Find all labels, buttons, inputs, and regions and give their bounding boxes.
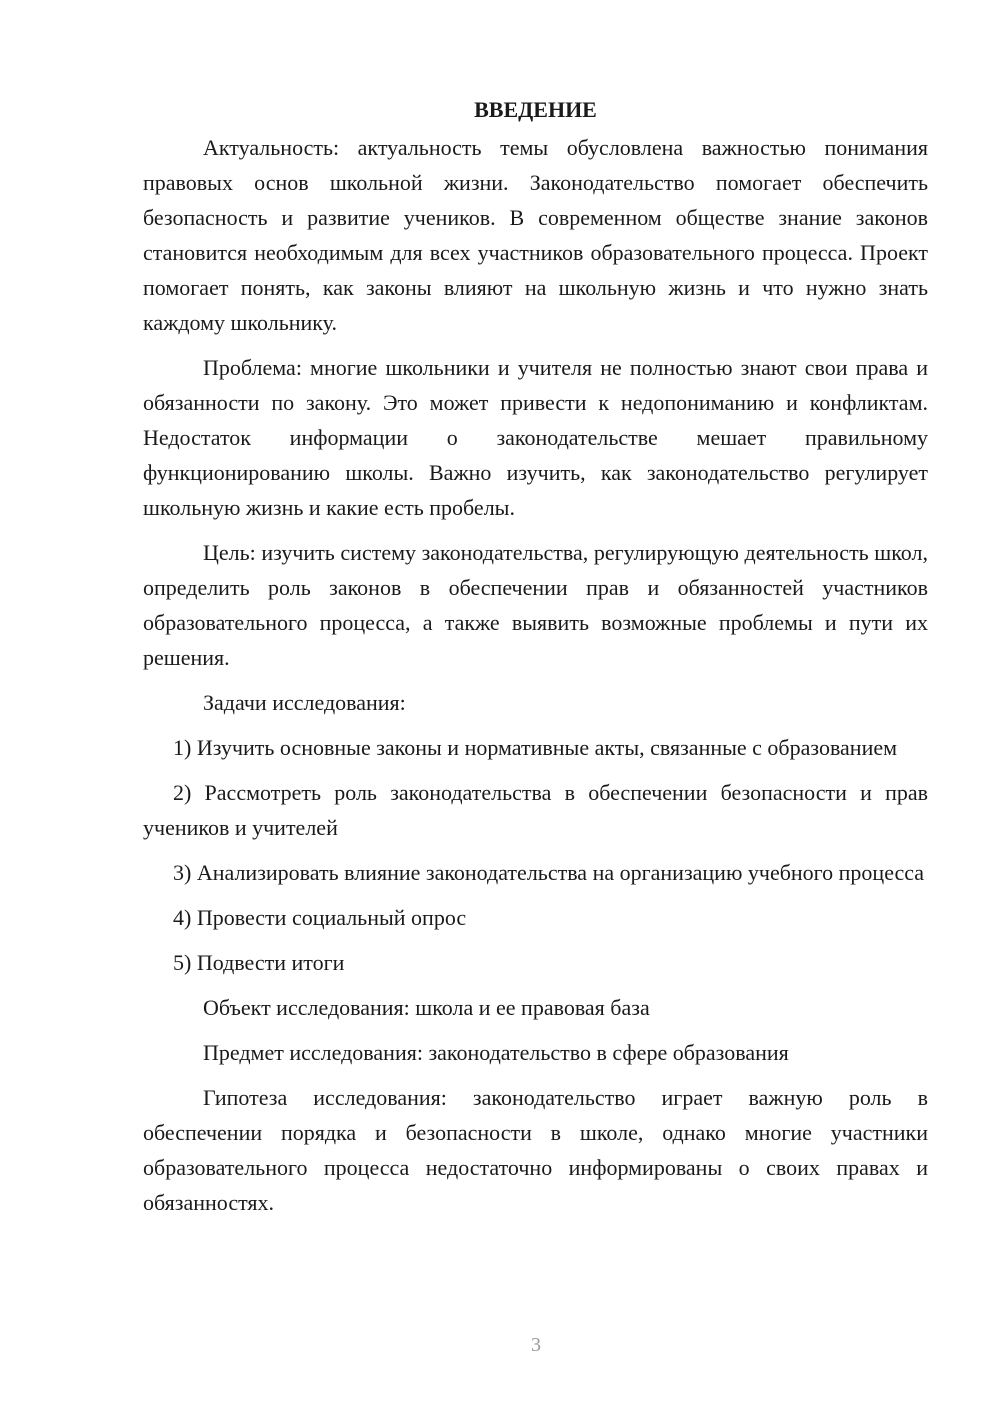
task-item-4: 4) Провести социальный опрос xyxy=(173,905,467,930)
paragraph-hypothesis: Гипотеза исследования: законодательство играет важную роль в обеспечении порядка и безопасности в школе, однако многие участники образовательного процесса недостаточно информированы о своих правах и обязанностях. xyxy=(143,1085,928,1215)
section-title: ВВЕДЕНИЕ xyxy=(474,97,597,122)
paragraph-problem: Проблема: многие школьники и учителя не полностью знают свои права и обязанности по закону. Это может привести к недопониманию и конфликтам. Недостаток информации о законодательстве мешает правильному функционированию школы. Важно изучить, как законодательство регулирует школьную жизнь и какие есть пробелы. xyxy=(143,355,928,520)
task-item-2: 2) Рассмотреть роль законодательства в обеспечении безопасности и прав учеников и учителей xyxy=(143,780,928,840)
task-item-5: 5) Подвести итоги xyxy=(173,950,345,975)
paragraph-tasks-heading: Задачи исследования: xyxy=(203,690,406,715)
task-item-1: 1) Изучить основные законы и нормативные акты, связанные с образованием xyxy=(173,735,898,760)
paragraph-object: Объект исследования: школа и ее правовая база xyxy=(203,995,650,1020)
paragraph-relevance: Актуальность: актуальность темы обусловлена важностью понимания правовых основ школьной жизни. Законодательство помогает обеспечить безопасность и развитие учеников. В современном обществе знание законов становится необходимым для всех участников образовательного процесса. Проект помогает понять, как законы влияют на школьную жизнь и что нужно знать каждому школьнику. xyxy=(143,135,928,335)
page-number: 3 xyxy=(531,1334,541,1356)
task-item-3: 3) Анализировать влияние законодательства на организацию учебного процесса xyxy=(173,860,925,885)
paragraph-goal: Цель: изучить систему законодательства, регулирующую деятельность школ, определить роль законов в обеспечении прав и обязанностей участников образовательного процесса, а также выявить возможные проблемы и пути их решения. xyxy=(143,540,928,670)
document-page xyxy=(143,96,928,1230)
paragraph-subject: Предмет исследования: законодательство в сфере образования xyxy=(203,1040,789,1065)
